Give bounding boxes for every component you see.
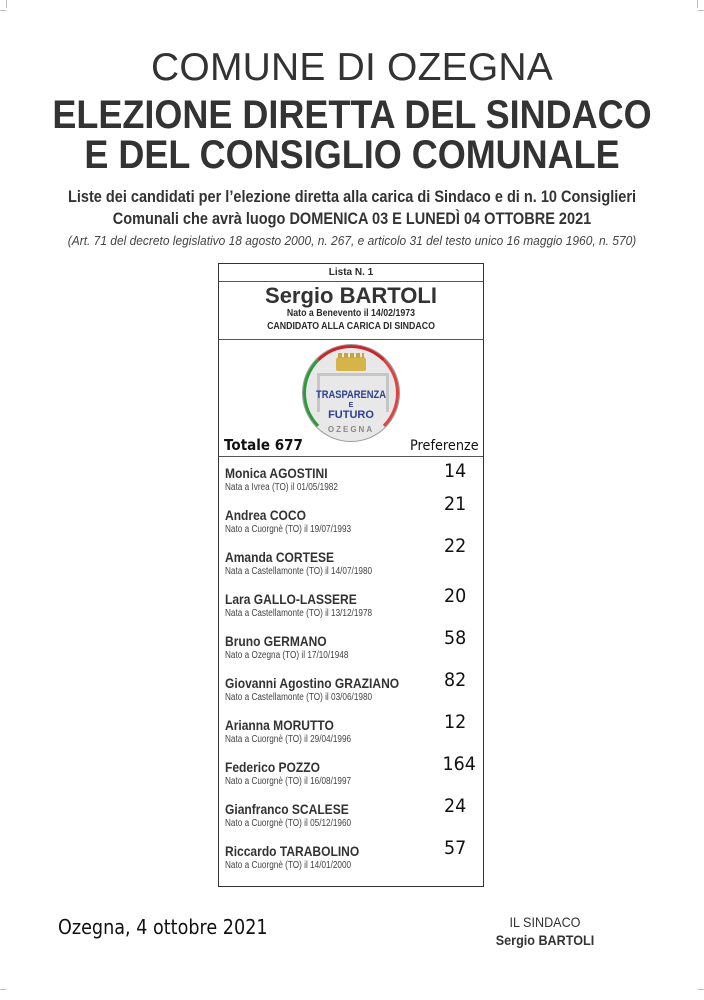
candidate-name: Gianfranco SCALESE <box>225 801 349 817</box>
crown-icon <box>336 357 366 371</box>
crop-mark-top-right <box>697 0 698 8</box>
candidate-row <box>225 753 479 801</box>
municipality-title: COMUNE DI OZEGNA <box>151 46 553 89</box>
mayor-name: Sergio BARTOLI <box>265 283 437 308</box>
candidate-votes: 20 <box>443 585 467 607</box>
logo-text-2: E <box>348 402 354 409</box>
candidate-row <box>225 460 479 507</box>
candidate-votes: 24 <box>443 795 467 817</box>
crop-mark-bottom-right <box>698 989 704 990</box>
candidate-row <box>225 711 479 759</box>
candidate-votes: 164 <box>442 753 476 775</box>
mayor-birth-info: Nato a Benevento il 14/02/1973 <box>286 308 416 319</box>
subtitle-line1: Liste dei candidati per l’elezione diretta alla carica di Sindaco e di n. 10 Consiglieri <box>67 188 637 206</box>
candidate-birth-info: Nato a Cuorgnè (TO) il 16/08/1997 <box>225 776 352 787</box>
candidate-name: Lara GALLO-LASSERE <box>225 591 357 607</box>
signature-block <box>450 914 640 948</box>
candidate-birth-info: Nato a Castellamonte (TO) il 03/06/1980 <box>225 692 373 703</box>
candidate-birth-info: Nato a Cuorgnè (TO) il 19/07/1993 <box>225 524 352 535</box>
election-dates: DOMENICA 03 E LUNEDÌ 04 OTTOBRE 2021 <box>289 210 592 228</box>
candidate-row <box>225 585 479 633</box>
candidate-list-box <box>218 263 484 887</box>
subtitle-line2 <box>42 208 662 230</box>
candidate-birth-info: Nata a Ivrea (TO) il 01/05/1982 <box>225 482 338 493</box>
signature-name: Sergio BARTOLI <box>495 932 595 948</box>
crop-mark-top-left <box>6 0 7 8</box>
total-votes: Totale 677 <box>224 436 303 454</box>
candidate-name: Monica AGOSTINI <box>225 465 328 481</box>
candidate-birth-info: Nata a Cuorgnè (TO) il 29/04/1996 <box>225 734 352 745</box>
candidate-birth-info: Nato a Cuorgnè (TO) il 05/12/1960 <box>225 818 352 829</box>
candidate-votes: 12 <box>443 711 467 733</box>
subtitle <box>42 186 662 230</box>
candidate-votes: 57 <box>443 837 467 859</box>
candidate-name: Arianna MORUTTO <box>225 717 334 733</box>
candidate-birth-info: Nata a Castellamonte (TO) il 13/12/1978 <box>225 608 373 619</box>
candidate-birth-info: Nato a Cuorgnè (TO) il 14/01/2000 <box>225 860 352 871</box>
list-number: Lista N. 1 <box>219 264 483 282</box>
candidate-birth-info: Nato a Ozegna (TO) il 17/10/1948 <box>225 650 349 661</box>
candidate-votes: 22 <box>443 535 467 557</box>
candidate-name: Amanda CORTESE <box>225 549 335 565</box>
legal-reference: (Art. 71 del decreto legislativo 18 agosto 2000, n. 267, e articolo 31 del testo unico 16 maggio 1960, n. 570) <box>67 233 637 248</box>
candidate-row <box>225 627 479 675</box>
candidate-row <box>225 669 479 717</box>
candidate-votes: 14 <box>443 460 467 482</box>
candidate-row <box>225 493 479 549</box>
signature-role: IL SINDACO <box>509 914 581 930</box>
candidate-name: Federico POZZO <box>225 759 321 775</box>
crop-mark-top-right <box>698 10 704 11</box>
preferences-header: Preferenze <box>410 438 479 454</box>
candidate-votes: 21 <box>443 493 467 515</box>
crop-mark-bottom-left <box>0 989 6 990</box>
subtitle-line2-prefix: Comunali che avrà luogo <box>112 210 290 228</box>
election-title <box>35 95 669 175</box>
candidate-votes: 58 <box>443 627 467 649</box>
place-and-date: Ozegna, 4 ottobre 2021 <box>58 915 268 939</box>
election-title-line2: E DEL CONSIGLIO COMUNALE <box>84 133 620 177</box>
candidate-row <box>225 535 479 591</box>
candidate-name: Bruno GERMANO <box>225 633 327 649</box>
mayor-candidate <box>219 282 483 340</box>
logo-text-4: OZEGNA <box>327 425 375 434</box>
logo-text-1: TRASPARENZA <box>316 389 386 401</box>
logo-area <box>219 340 483 457</box>
candidate-row <box>225 795 479 843</box>
candidate-name: Giovanni Agostino GRAZIANO <box>225 675 400 691</box>
candidate-row <box>225 837 479 885</box>
candidate-name: Riccardo TARABOLINO <box>225 843 360 859</box>
crop-mark-top-left <box>0 10 6 11</box>
mayor-role: CANDIDATO ALLA CARICA DI SINDACO <box>267 321 435 332</box>
candidate-votes: 82 <box>443 669 467 691</box>
logo-text-3: FUTURO <box>328 409 374 421</box>
candidate-birth-info: Nata a Castellamonte (TO) il 14/07/1980 <box>225 566 373 577</box>
party-logo-icon <box>303 345 399 441</box>
candidate-name: Andrea COCO <box>225 507 306 523</box>
election-title-line1: ELEZIONE DIRETTA DEL SINDACO <box>52 93 652 137</box>
